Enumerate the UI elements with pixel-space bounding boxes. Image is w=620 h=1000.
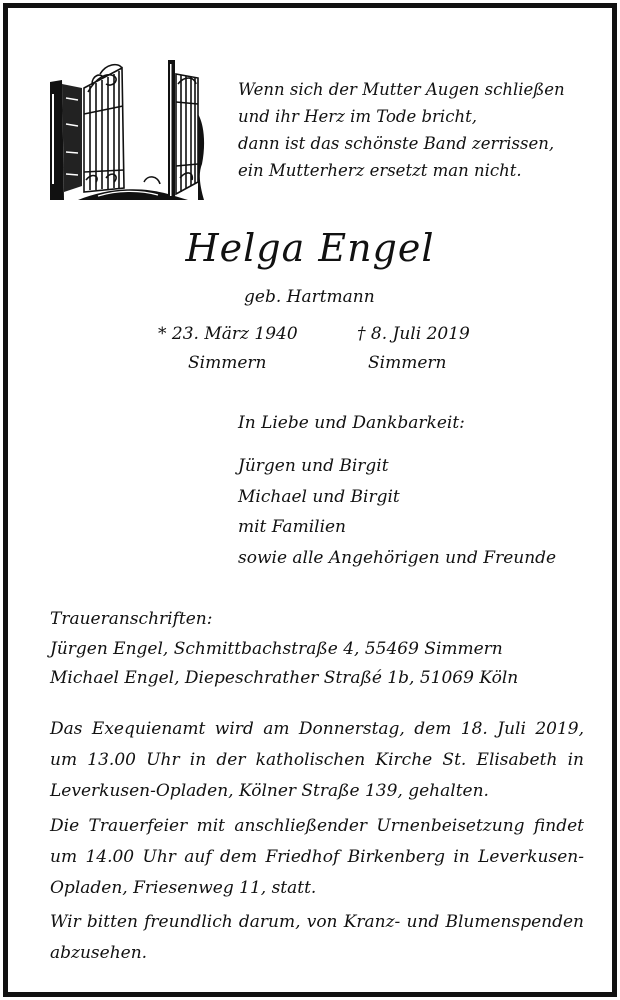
death-date: † 8. Juli 2019	[357, 324, 470, 344]
notice-requiem: Das Exequienamt wird am Donnerstag, dem 18. Juli 2019, um 13.00 Uhr in der katholischen Kirche St. Elisabeth in Leverkusen-Opladen, Kölner Straße 139, gehalten.	[50, 719, 584, 801]
mourner-line: Michael und Birgit	[238, 486, 400, 507]
addresses-heading: Traueranschriften:	[50, 609, 213, 629]
open-gate-icon	[48, 54, 206, 202]
poem-line: ein Mutterherz ersetzt man nicht.	[238, 161, 522, 180]
mourners-heading: In Liebe und Dankbarkeit:	[238, 413, 465, 433]
birth-place: Simmern	[188, 353, 267, 373]
death-place: Simmern	[368, 353, 447, 373]
notice-funeral: Die Trauerfeier mit anschließender Urnenbeisetzung findet um 14.00 Uhr auf dem Friedhof Birkenberg in Leverkusen-Opladen, Friesenweg 11, statt.	[50, 816, 584, 898]
address-line: Michael Engel, Diepeschrather Straßé 1b, 51069 Köln	[50, 668, 519, 688]
mourners-list	[238, 451, 556, 573]
notice-no-flowers: Wir bitten freundlich darum, von Kranz- und Blumenspenden abzusehen.	[50, 912, 584, 963]
poem-line: dann ist das schönste Band zerrissen,	[238, 134, 555, 153]
poem	[238, 76, 565, 184]
mourner-line: sowie alle Angehörigen und Freunde	[238, 547, 557, 568]
deceased-name: Helga Engel	[185, 226, 435, 270]
poem-line: Wenn sich der Mutter Augen schließen	[238, 80, 565, 99]
birth-date: * 23. März 1940	[158, 324, 298, 344]
mourner-line: mit Familien	[238, 517, 347, 537]
poem-line: und ihr Herz im Tode bricht,	[238, 107, 477, 126]
maiden-name: geb. Hartmann	[244, 287, 375, 307]
address-line: Jürgen Engel, Schmittbachstraße 4, 55469 Simmern	[50, 638, 503, 659]
addresses	[50, 605, 518, 694]
obituary-card	[3, 3, 617, 997]
mourner-line: Jürgen und Birgit	[238, 456, 389, 476]
